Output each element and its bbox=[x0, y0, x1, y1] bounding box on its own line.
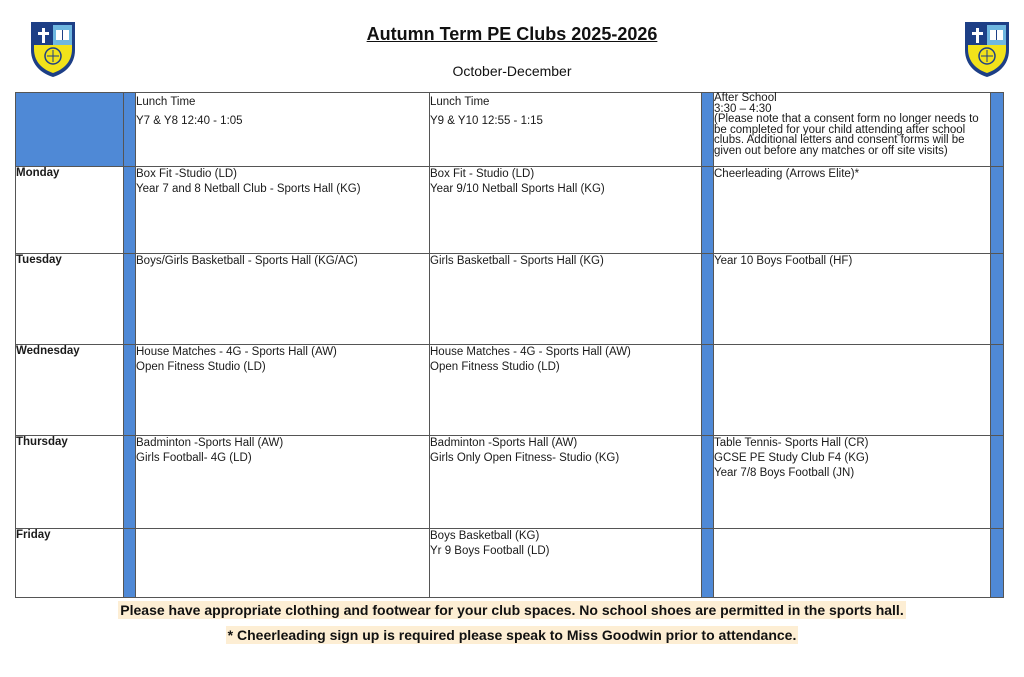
divider-cell bbox=[991, 93, 1004, 167]
day-row-friday bbox=[16, 529, 1004, 598]
club-entry: Boys Basketball (KG) bbox=[430, 530, 540, 542]
club-entry: Table Tennis- Sports Hall (CR) bbox=[714, 437, 869, 449]
club-entry: Year 9/10 Netball Sports Hall (KG) bbox=[430, 183, 605, 195]
lunch1-cell bbox=[136, 345, 430, 436]
club-entry: Girls Only Open Fitness- Studio (KG) bbox=[430, 452, 620, 464]
divider-cell bbox=[991, 167, 1004, 254]
divider-cell bbox=[124, 254, 136, 345]
divider-cell bbox=[124, 529, 136, 598]
day-row-wednesday bbox=[16, 345, 1004, 436]
after-school-cell bbox=[714, 436, 991, 529]
day-label: Tuesday bbox=[16, 254, 124, 345]
club-entry: Year 10 Boys Football (HF) bbox=[714, 255, 853, 267]
club-entry: Box Fit -Studio (LD) bbox=[136, 168, 237, 180]
page-subtitle: October-December bbox=[452, 63, 572, 79]
day-label: Monday bbox=[16, 167, 124, 254]
consent-note: (Please note that a consent form no longer needs to be completed for your child attending after school clubs. Additional letters and consent forms will be given out before any matches or off site visits) bbox=[714, 113, 979, 157]
header-row bbox=[16, 93, 1004, 167]
day-label: Friday bbox=[16, 529, 124, 598]
divider-cell bbox=[124, 167, 136, 254]
lunch-header-y9y10 bbox=[430, 93, 702, 167]
divider-cell bbox=[124, 436, 136, 529]
club-entry: Yr 9 Boys Football (LD) bbox=[430, 545, 550, 557]
divider-cell bbox=[702, 254, 714, 345]
lunch2-cell bbox=[430, 167, 702, 254]
club-entry: Open Fitness Studio (LD) bbox=[430, 361, 560, 373]
cheerleading-note: * Cheerleading sign up is required please speak to Miss Goodwin prior to attendance. bbox=[227, 627, 797, 643]
after-school-cell bbox=[714, 529, 991, 598]
divider-cell bbox=[124, 345, 136, 436]
header-title: Lunch Time bbox=[430, 96, 490, 108]
lunch1-cell bbox=[136, 167, 430, 254]
clothing-note: Please have appropriate clothing and footwear for your club spaces. No school shoes are permitted in the sports hall. bbox=[120, 602, 904, 618]
page-title: Autumn Term PE Clubs 2025-2026 bbox=[366, 24, 658, 44]
club-entry: House Matches - 4G - Sports Hall (AW) bbox=[430, 346, 631, 358]
lunch1-cell bbox=[136, 254, 430, 345]
lunch-header-y7y8 bbox=[136, 93, 430, 167]
divider-cell bbox=[702, 93, 714, 167]
footer-note-row bbox=[0, 626, 1024, 645]
after-school-header bbox=[714, 93, 991, 167]
lunch2-cell bbox=[430, 254, 702, 345]
lunch1-cell bbox=[136, 436, 430, 529]
day-label: Thursday bbox=[16, 436, 124, 529]
day-row-tuesday bbox=[16, 254, 1004, 345]
club-entry: Cheerleading (Arrows Elite)* bbox=[714, 168, 860, 180]
divider-cell bbox=[991, 254, 1004, 345]
divider-cell bbox=[124, 93, 136, 167]
day-row-thursday bbox=[16, 436, 1004, 529]
after-school-cell bbox=[714, 254, 991, 345]
lunch2-cell bbox=[430, 345, 702, 436]
header-time: Y9 & Y10 12:55 - 1:15 bbox=[430, 115, 543, 127]
lunch2-cell bbox=[430, 529, 702, 598]
divider-cell bbox=[702, 529, 714, 598]
divider-cell bbox=[991, 345, 1004, 436]
header-time: 3:30 – 4:30 bbox=[714, 102, 772, 115]
club-entry: Boys/Girls Basketball - Sports Hall (KG/AC) bbox=[136, 255, 358, 267]
day-label: Wednesday bbox=[16, 345, 124, 436]
club-entry: Box Fit - Studio (LD) bbox=[430, 168, 535, 180]
club-entry: Year 7 and 8 Netball Club - Sports Hall (KG) bbox=[136, 183, 361, 195]
club-entry: Badminton -Sports Hall (AW) bbox=[136, 437, 284, 449]
divider-cell bbox=[702, 345, 714, 436]
after-school-cell bbox=[714, 167, 991, 254]
club-entry: GCSE PE Study Club F4 (KG) bbox=[714, 452, 869, 464]
corner-cell bbox=[16, 93, 124, 167]
club-entry: House Matches - 4G - Sports Hall (AW) bbox=[136, 346, 337, 358]
divider-cell bbox=[702, 167, 714, 254]
after-school-cell bbox=[714, 345, 991, 436]
day-row-monday bbox=[16, 167, 1004, 254]
divider-cell bbox=[991, 529, 1004, 598]
timetable bbox=[15, 92, 1004, 598]
header-title: After School bbox=[714, 92, 777, 104]
club-entry: Girls Basketball - Sports Hall (KG) bbox=[430, 255, 604, 267]
header-title: Lunch Time bbox=[136, 96, 196, 108]
club-entry: Girls Football- 4G (LD) bbox=[136, 452, 252, 464]
divider-cell bbox=[991, 436, 1004, 529]
footer-note-row bbox=[0, 601, 1024, 620]
club-entry: Year 7/8 Boys Football (JN) bbox=[714, 467, 855, 479]
divider-cell bbox=[702, 436, 714, 529]
club-entry: Open Fitness Studio (LD) bbox=[136, 361, 266, 373]
header-time: Y7 & Y8 12:40 - 1:05 bbox=[136, 115, 243, 127]
lunch2-cell bbox=[430, 436, 702, 529]
lunch1-cell bbox=[136, 529, 430, 598]
club-entry: Badminton -Sports Hall (AW) bbox=[430, 437, 578, 449]
